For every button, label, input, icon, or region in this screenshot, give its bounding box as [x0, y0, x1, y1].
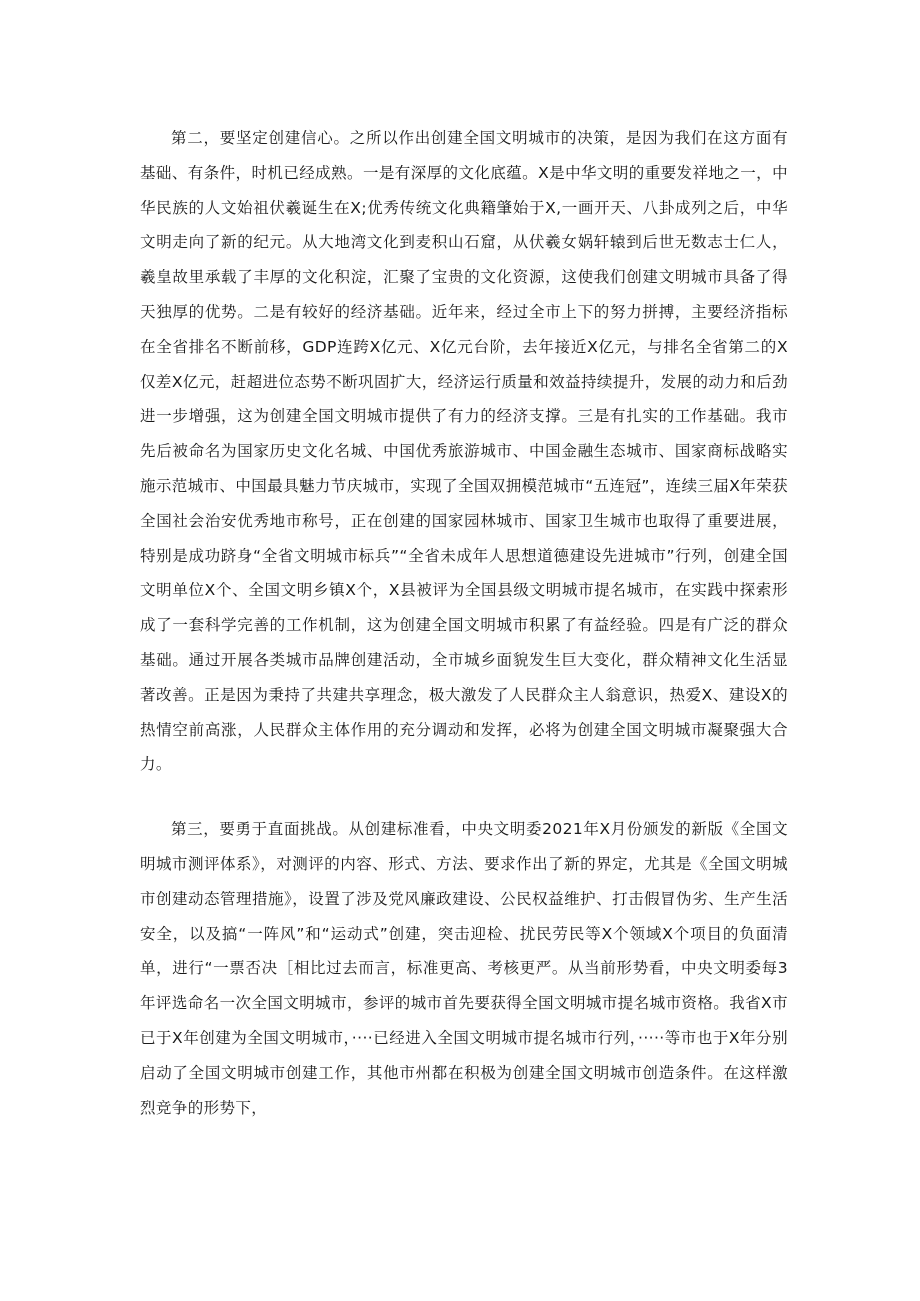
document-body [140, 121, 788, 1125]
paragraph-second-confidence: 第二，要坚定创建信心。之所以作出创建全国文明城市的决策，是因为我们在这方面有基础、有条件，时机已经成熟。一是有深厚的文化底蕴。X是中华文明的重要发祥地之一，中华民族的人文始祖伏羲诞生在X;优秀传统文化典籍肇始于X,一画开天、八卦成列之后，中华文明走向了新的纪元。从大地湾文化到麦积山石窟，从伏羲女娲轩辕到后世无数志士仁人，羲皇故里承载了丰厚的文化积淀，汇聚了宝贵的文化资源，这使我们创建文明城市具备了得天独厚的优势。二是有较好的经济基础。近年来，经过全市上下的努力拼搏，主要经济指标在全省排名不断前移，GDP连跨X亿元、X亿元台阶，去年接近X亿元，与排名全省第二的X仅差X亿元，赶超进位态势不断巩固扩大，经济运行质量和效益持续提升，发展的动力和后劲进一步增强，这为创建全国文明城市提供了有力的经济支撑。三是有扎实的工作基础。我市先后被命名为国家历史文化名城、中国优秀旅游城市、中国金融生态城市、国家商标战略实施示范城市、中国最具魅力节庆城市，实现了全国双拥模范城市“五连冠”，连续三届X年荣获全国社会治安优秀地市称号，正在创建的国家园林城市、国家卫生城市也取得了重要进展，特别是成功跻身“全省文明城市标兵”“全省未成年人思想道德建设先进城市”行列，创建全国文明单位X个、全国文明乡镇X个，X县被评为全国县级文明城市提名城市，在实践中探索形成了一套科学完善的工作机制，这为创建全国文明城市积累了有益经验。四是有广泛的群众基础。通过开展各类城市品牌创建活动，全市城乡面貌发生巨大变化，群众精神文化生活显著改善。正是因为秉持了共建共享理念，极大激发了人民群众主人翁意识，热爱X、建设X的热情空前高涨，人民群众主体作用的充分调动和发挥，必将为创建全国文明城市凝聚强大合力。 [140, 129, 788, 774]
paragraph-third-challenge: 第三，要勇于直面挑战。从创建标准看，中央文明委2021年X月份颁发的新版《全国文明城市测评体系》，对测评的内容、形式、方法、要求作出了新的界定，尤其是《全国文明城市创建动态管理措施》，设置了涉及党风廉政建设、公民权益维护、打击假冒伪劣、生产生活安全，以及搞“一阵风”和“运动式”创建，突击迎检、扰民劳民等X个领域X个项目的负面清单，进行“一票否决［相比过去而言，标准更高、考核更严。从当前形势看，中央文明委每3年评选命名一次全国文明城市，参评的城市首先要获得全国文明城市提名城市资格。我省X市已于X年创建为全国文明城市，····已经进入全国文明城市提名城市行列，·····等市也于X年分别启动了全国文明城市创建工作，其他市州都在积极为创建全国文明城市创造条件。在这样激烈竞争的形势下， [140, 820, 788, 1117]
